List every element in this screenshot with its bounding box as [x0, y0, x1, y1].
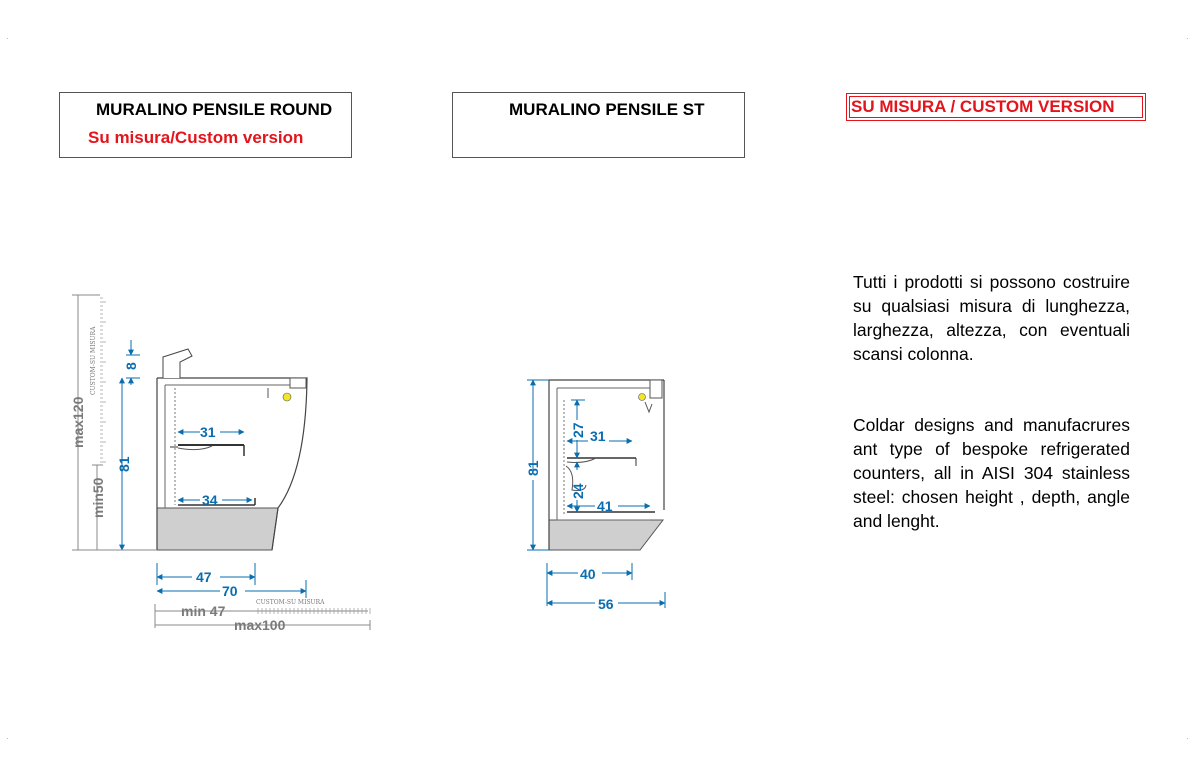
round-dim-shelf-lower: 34 [202, 492, 218, 508]
corner-mark-bl: · [6, 734, 9, 743]
round-dim-top-gap: 8 [123, 362, 139, 370]
round-subtitle: Su misura/Custom version [88, 128, 304, 147]
st-dim-base-inner: 40 [580, 566, 596, 582]
st-dim-base-total: 56 [598, 596, 614, 612]
round-ruler-label-horizontal: CUSTOM-SU MISURA [256, 599, 325, 606]
st-dim-shelf-gap: 27 [570, 422, 586, 438]
round-cabinet-drawing [157, 349, 307, 550]
st-cabinet-drawing [549, 380, 664, 550]
st-dim-height: 81 [525, 460, 541, 476]
round-dim-depth-total: 70 [222, 583, 238, 599]
st-dimensions [525, 380, 665, 612]
round-ruler-label-vertical: CUSTOM-SU MISURA [90, 326, 97, 395]
round-dim-height: 81 [116, 456, 132, 472]
corner-mark-br: · [1186, 734, 1189, 743]
round-title: MURALINO PENSILE ROUND [96, 100, 333, 119]
corner-mark-tr: · [1186, 34, 1189, 43]
st-dim-shelf-upper: 31 [590, 428, 606, 444]
paragraph-italian: Tutti i prodotti si possono costruire su qualsiasi misura di lunghezza, larghezza, altezza, con eventuali scansi colonna. [853, 272, 1130, 364]
paragraph-english: Coldar designs and manufacrures ant type of bespoke refrigerated counters, all in AISI 304 stainless steel: chosen height , depth, angle and lenght. [853, 415, 1130, 531]
round-custom-depth-max: max100 [234, 617, 286, 633]
round-dim-shelf-upper: 31 [200, 424, 216, 440]
round-custom-ranges [70, 295, 370, 633]
round-custom-height-max: max120 [70, 396, 86, 448]
custom-version-label: SU MISURA / CUSTOM VERSION [851, 97, 1115, 116]
round-custom-height-min: min50 [90, 477, 106, 518]
st-dim-shelf-low-gap: 24 [570, 483, 586, 499]
corner-mark-tl: · [6, 34, 9, 43]
st-title: MURALINO PENSILE ST [509, 100, 705, 119]
round-custom-depth-min: min 47 [181, 603, 226, 619]
round-dim-depth-inner: 47 [196, 569, 212, 585]
round-dimensions [116, 340, 306, 599]
st-dim-shelf-lower: 41 [597, 498, 613, 514]
